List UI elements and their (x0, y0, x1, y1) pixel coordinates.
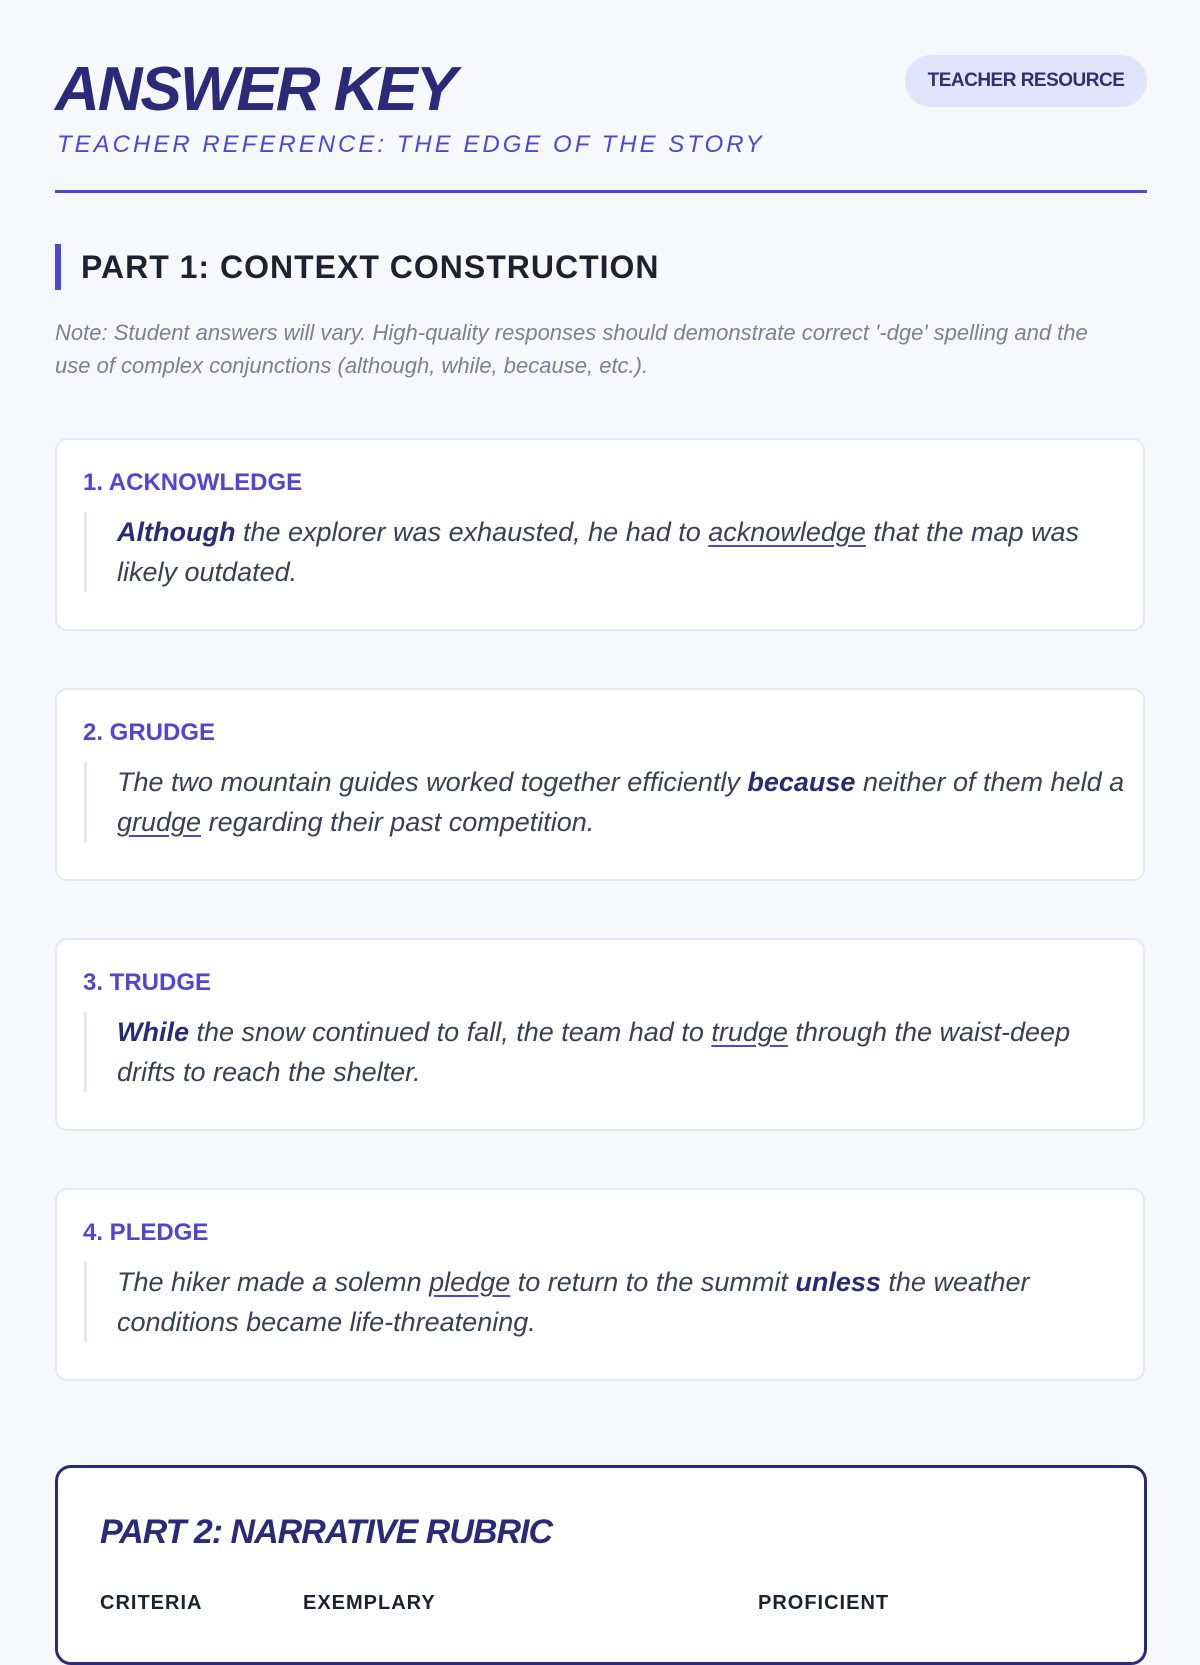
conjunction: because (747, 767, 856, 797)
teacher-resource-badge: TEACHER RESOURCE (905, 55, 1147, 107)
answer-sentence (84, 1262, 1127, 1342)
answer-card-label: 2. GRUDGE (83, 719, 216, 746)
sentence-text: regarding their past competition. (201, 807, 595, 837)
sentence-text: through the waist-deep drifts to reach the shelter. (117, 1017, 1071, 1087)
sentence-text: that the map was likely outdated. (117, 517, 1080, 587)
sentence-text: the explorer was exhausted, he had to (235, 517, 709, 547)
conjunction: While (117, 1017, 189, 1047)
part1-title: PART 1: CONTEXT CONSTRUCTION (81, 249, 660, 285)
sentence-text: The hiker made a solemn (117, 1267, 430, 1297)
answer-card (55, 1188, 1145, 1381)
vocab-word: pledge (429, 1267, 511, 1297)
answer-card-label: 1. ACKNOWLEDGE (83, 469, 303, 496)
vocab-word: grudge (117, 807, 202, 837)
conjunction: Although (117, 517, 236, 547)
page-title: ANSWER KEY (55, 55, 456, 124)
part1-note: Note: Student answers will vary. High-quality responses should demonstrate correct '-dge' spelling and the use of complex conjunctions (although, while, because, etc.). (55, 320, 1088, 378)
answer-card (55, 438, 1145, 631)
sentence-text: neither of them held a (855, 767, 1125, 797)
answer-sentence (84, 512, 1127, 592)
answer-card (55, 688, 1145, 881)
section-accent-bar (55, 244, 61, 290)
sentence-text: to return to the summit (510, 1267, 796, 1297)
answer-sentence (84, 1012, 1127, 1092)
sentence-text: the weather conditions became life-threatening. (117, 1267, 1030, 1337)
page-header (55, 55, 1147, 193)
page-subtitle: TEACHER REFERENCE: THE EDGE OF THE STORY (57, 131, 765, 158)
part2-title: PART 2: NARRATIVE RUBRIC (100, 1513, 553, 1551)
sentence-text: The two mountain guides worked together efficiently (117, 767, 748, 797)
narrative-rubric (55, 1465, 1147, 1665)
rubric-column-header: CRITERIA (100, 1592, 203, 1614)
rubric-column-header: PROFICIENT (758, 1592, 890, 1614)
rubric-column-header: EXEMPLARY (303, 1592, 436, 1614)
conjunction: unless (795, 1267, 881, 1297)
answer-card (55, 938, 1145, 1131)
vocab-word: acknowledge (708, 517, 866, 547)
sentence-text: the snow continued to fall, the team had to (189, 1017, 712, 1047)
answer-sentence (84, 762, 1127, 842)
answer-card-label: 4. PLEDGE (83, 1219, 209, 1246)
vocab-word: trudge (711, 1017, 788, 1047)
answer-card-label: 3. TRUDGE (83, 969, 212, 996)
